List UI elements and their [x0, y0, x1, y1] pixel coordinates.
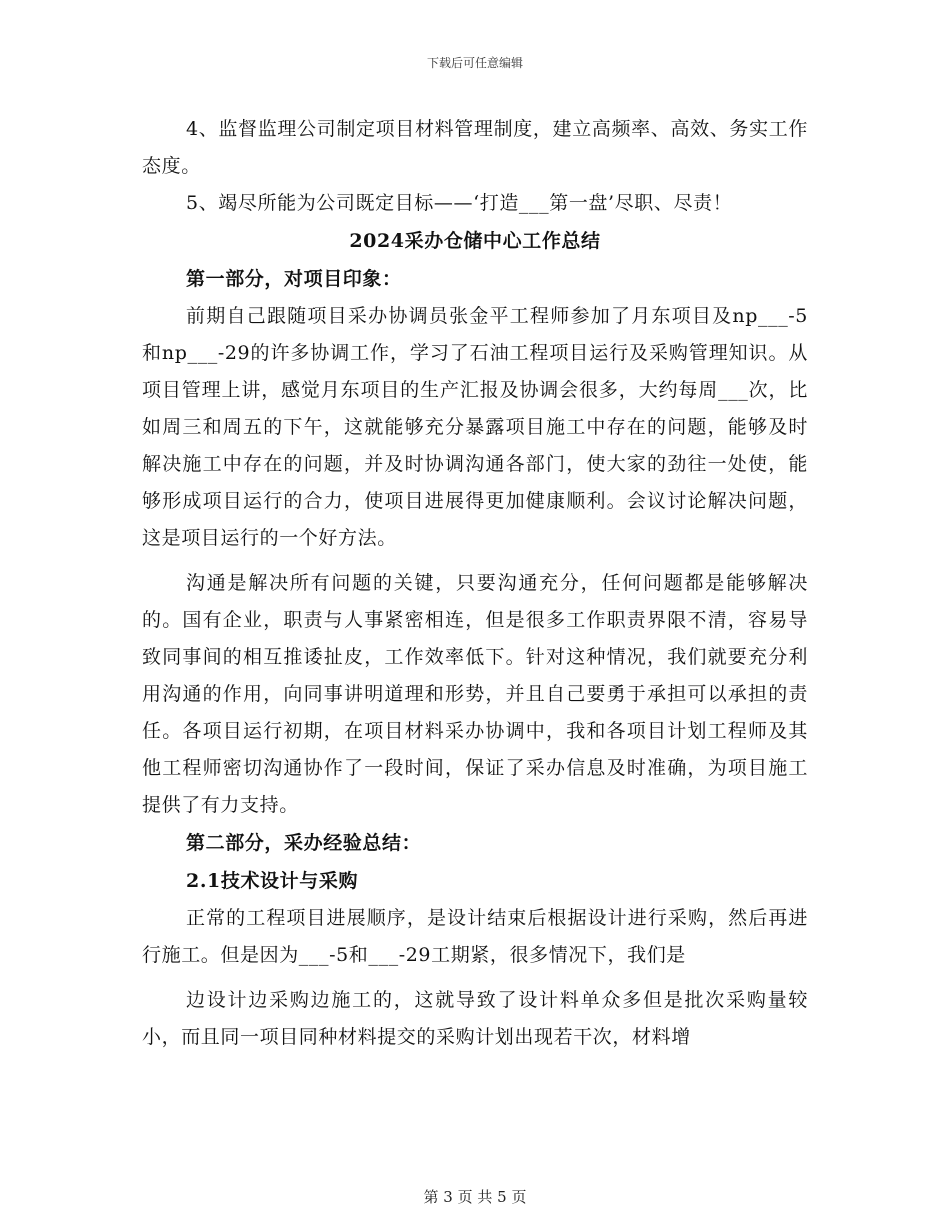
page-footer-number: 第 3 页 共 5 页 [423, 1188, 527, 1206]
page-header-note: 下载后可任意编辑 [426, 56, 523, 70]
section-2-1-paragraph-2: 边设计边采购边施工的，这就导致了设计料单众多但是批次采购量较小，而且同一项目同种材料提交的采购计划出现若干次，材料增 [142, 989, 808, 1048]
section-2-1-paragraph-1: 正常的工程项目进展顺序，是设计结束后根据设计进行采购，然后再进行施工。但是因为___-5和___-29工期紧，很多情况下，我们是 [142, 907, 808, 966]
intro-item-4: 4、监督监理公司制定项目材料管理制度，建立高频率、高效、务实工作态度。 [142, 118, 808, 177]
part1-paragraph-1: 前期自己跟随项目采办协调员张金平工程师参加了月东项目及np___-5和np___-29的许多协调工作，学习了石油工程项目运行及采购管理知识。从项目管理上讲，感觉月东项目的生产汇报及协调会很多，大约每周___次，比如周三和周五的下午，这就能够充分暴露项目施工中存在的问题，能够及时解决施工中存在的问题，并及时协调沟通各部门，使大家的劲往一处使，能够形成项目运行的合力，使项目进展得更加健康顺利。会议讨论解决问题，这是项目运行的一个好方法。 [142, 305, 808, 549]
document-title: 2024采办仓储中心工作总结 [349, 230, 601, 252]
section-2-1-heading: 2.1技术设计与采购 [186, 870, 359, 892]
part2-heading: 第二部分，采办经验总结： [186, 832, 422, 854]
intro-item-5: 5、竭尽所能为公司既定目标——‘打造___第一盘’尽职、尽责！ [186, 192, 733, 214]
part1-heading: 第一部分，对项目印象： [186, 268, 402, 290]
document-body [142, 111, 808, 1056]
part1-paragraph-2: 沟通是解决所有问题的关键，只要沟通充分，任何问题都是能够解决的。国有企业，职责与人事紧密相连，但是很多工作职责界限不清，容易导致同事间的相互推诿扯皮，工作效率低下。针对这种情况，我们就要充分利用沟通的作用，向同事讲明道理和形势，并且自己要勇于承担可以承担的责任。各项目运行初期，在项目材料采办协调中，我和各项目计划工程师及其他工程师密切沟通协作了一段时间，保证了采办信息及时准确，为项目施工提供了有力支持。 [142, 572, 808, 816]
